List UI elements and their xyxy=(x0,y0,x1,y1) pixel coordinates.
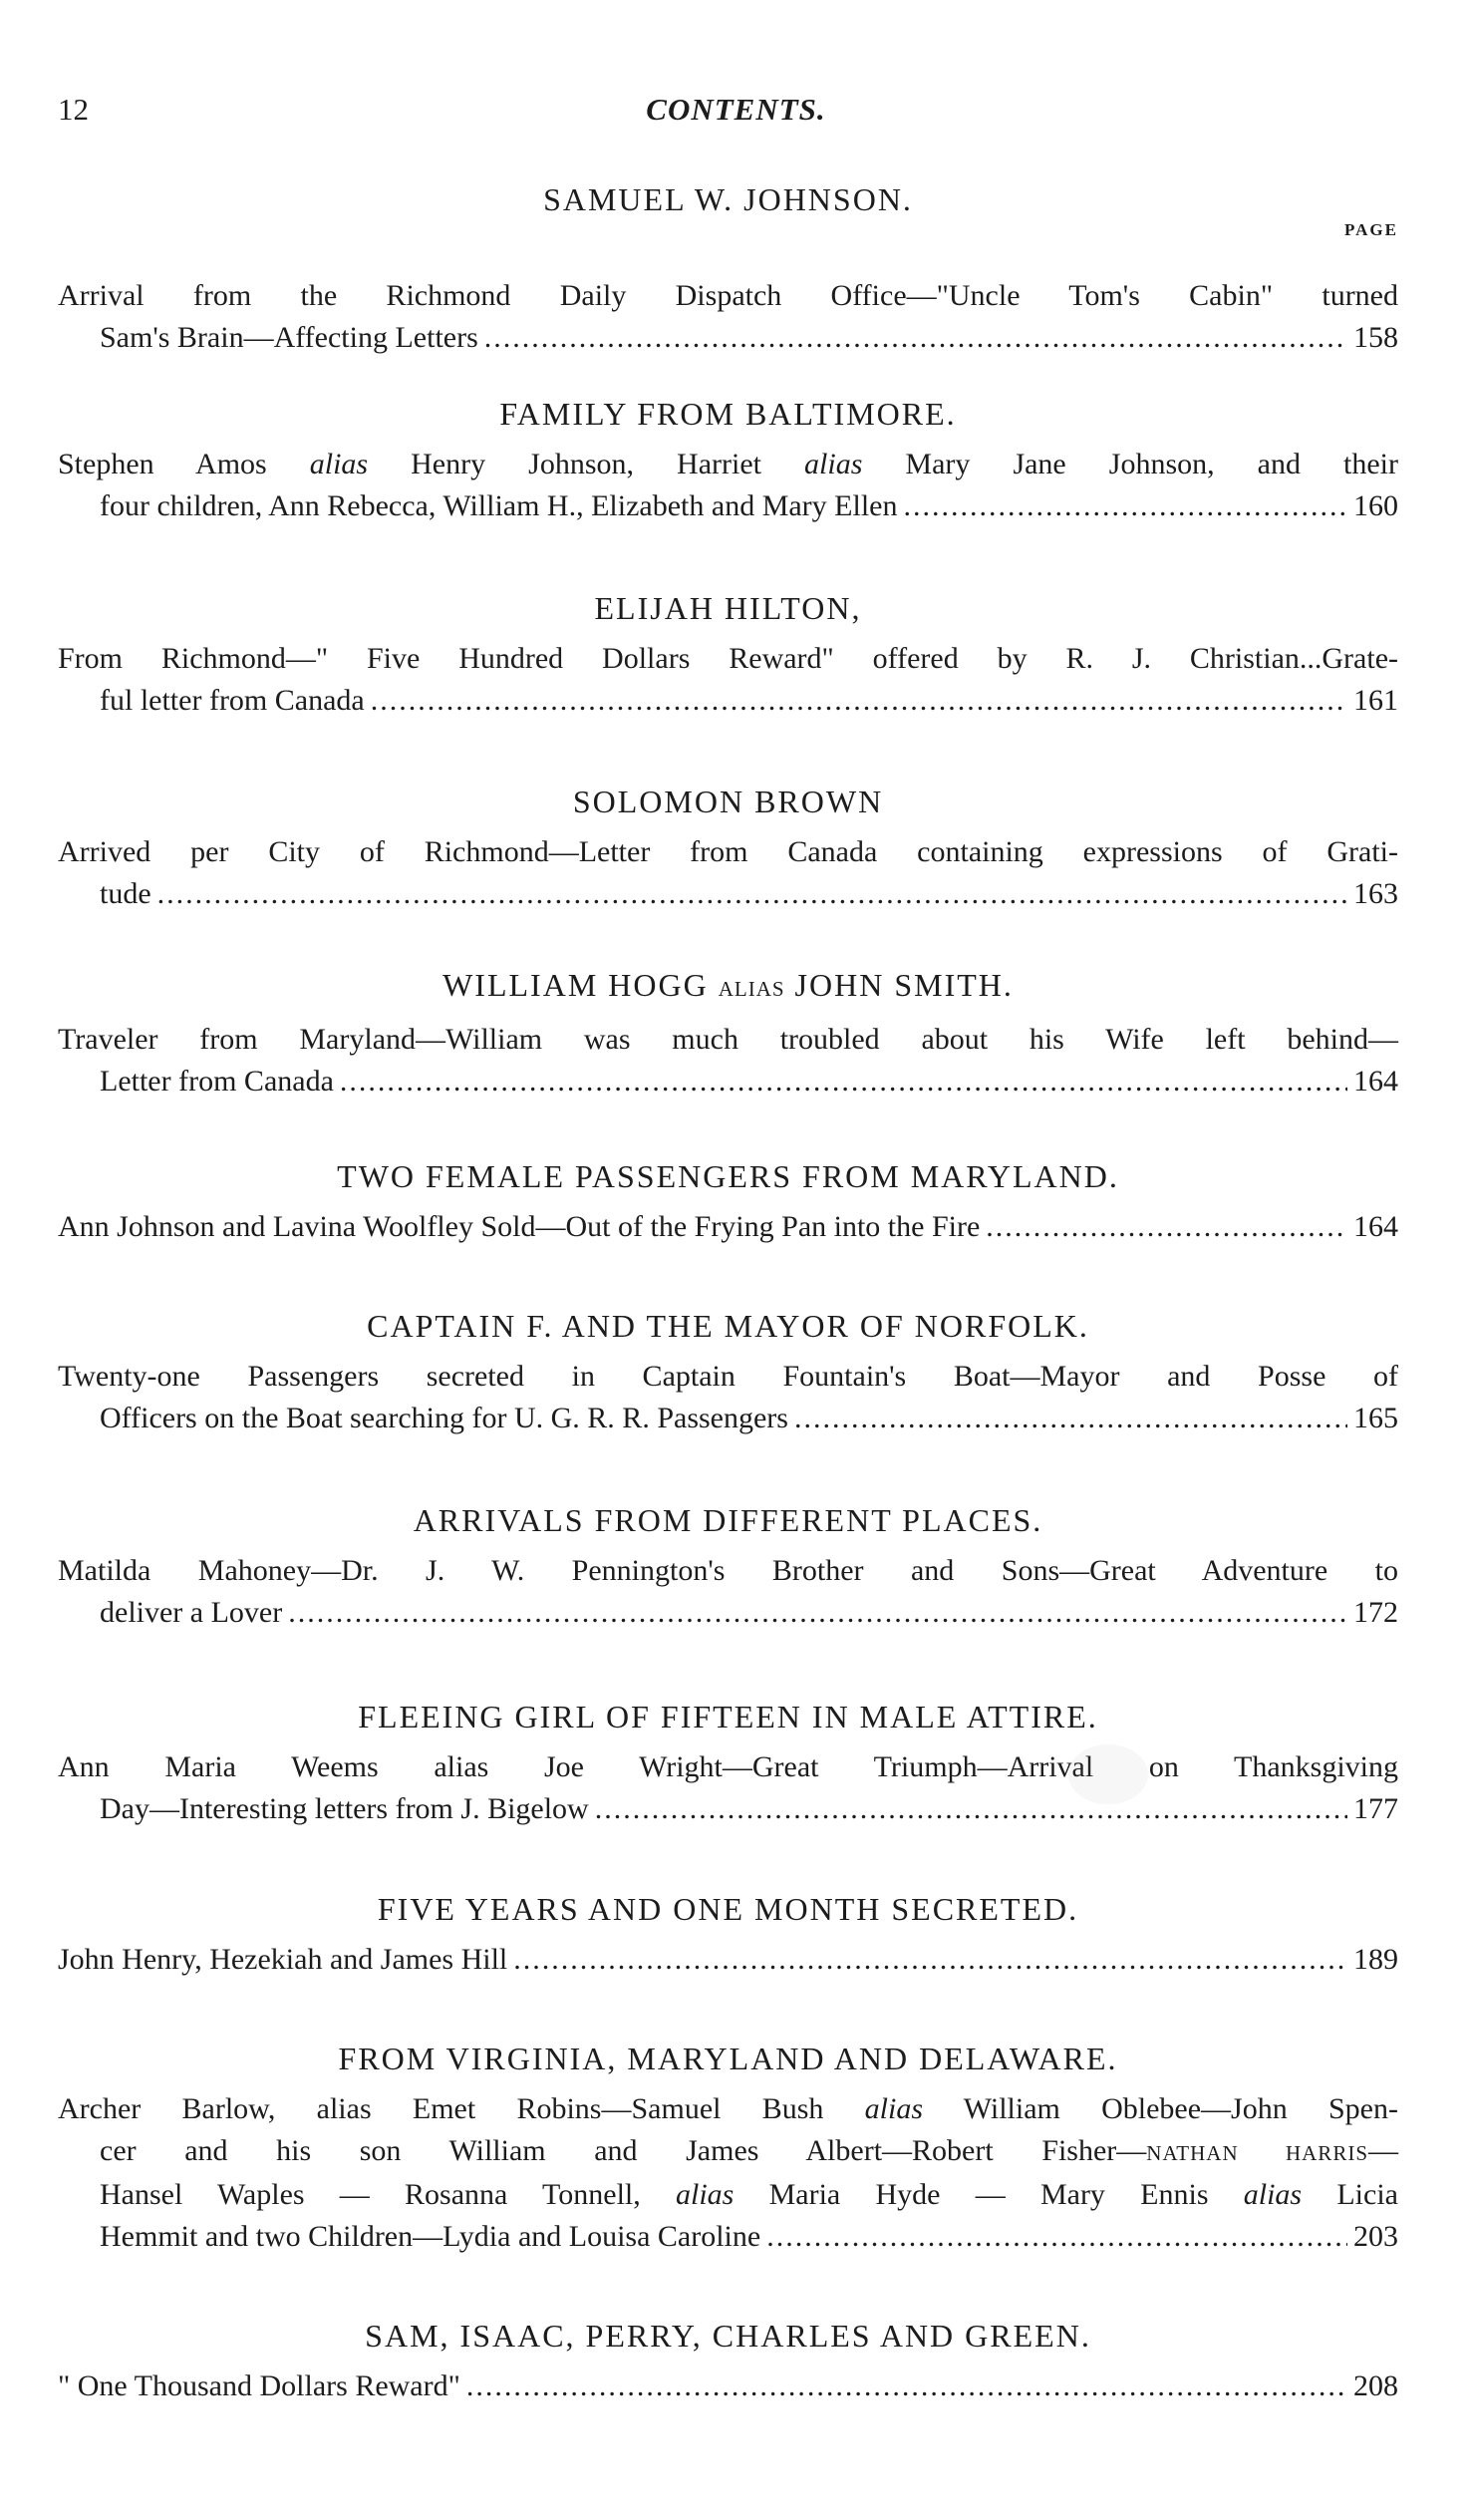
entry-last-line xyxy=(58,873,1398,915)
entry-text: ful letter from Canada xyxy=(100,684,365,717)
dot-leader xyxy=(513,1939,1347,1981)
toc-section xyxy=(58,1500,1398,1634)
section-heading: SAM, ISAAC, PERRY, CHARLES AND GREEN. xyxy=(365,2318,1091,2354)
entry-text: tude xyxy=(100,877,151,910)
toc-entry[interactable] xyxy=(58,1746,1398,1830)
entry-text: Officers on the Boat searching for U. G. R. R. Passengers xyxy=(100,1402,788,1434)
section-heading: ARRIVALS FROM DIFFERENT PLACES. xyxy=(413,1502,1043,1538)
entry-page-number: 165 xyxy=(1353,1402,1398,1434)
toc-entry[interactable] xyxy=(58,831,1398,915)
entry-last-line xyxy=(58,1592,1398,1634)
entry-page-number: 164 xyxy=(1353,1065,1398,1098)
section-heading: CAPTAIN F. AND THE MAYOR OF NORFOLK. xyxy=(367,1308,1089,1344)
section-heading: ELIJAH HILTON, xyxy=(594,590,862,626)
section-heading: SOLOMON BROWN xyxy=(572,784,884,819)
entry-text: Day—Interesting letters from J. Bigelow xyxy=(100,1792,589,1825)
page-number: 12 xyxy=(58,92,89,127)
dot-leader xyxy=(595,1788,1347,1830)
toc-section xyxy=(58,1889,1398,1981)
entry-last-line xyxy=(58,1788,1398,1830)
entry-line: Arrival from the Richmond Daily Dispatch Office—"Uncle Tom's Cabin" turned xyxy=(58,279,1398,312)
entry-last-line xyxy=(58,317,1398,359)
dot-leader xyxy=(466,2365,1347,2407)
toc-section xyxy=(58,2316,1398,2407)
toc-entry[interactable] xyxy=(58,1550,1398,1634)
entry-page-number: 161 xyxy=(1353,684,1398,717)
entry-page-number: 177 xyxy=(1353,1792,1398,1825)
entry-page-number: 163 xyxy=(1353,877,1398,910)
toc-section xyxy=(58,179,1398,359)
dot-leader xyxy=(340,1061,1347,1102)
entry-page-number: 203 xyxy=(1353,2220,1398,2253)
entry-line: cer and his son William and James Albert—Robert Fisher—NATHAN HARRIS— xyxy=(100,2134,1398,2167)
entry-text: John Henry, Hezekiah and James Hill xyxy=(58,1943,508,1976)
toc-entry[interactable] xyxy=(58,1206,1398,1248)
toc-entry[interactable] xyxy=(58,2365,1398,2407)
toc-section xyxy=(58,782,1398,915)
toc-entry[interactable] xyxy=(58,275,1398,359)
entry-last-line xyxy=(58,1206,1398,1248)
section-heading: FROM VIRGINIA, MARYLAND AND DELAWARE. xyxy=(338,2041,1118,2076)
dot-leader xyxy=(484,317,1347,359)
entry-last-line xyxy=(58,2216,1398,2258)
paper-stain xyxy=(1068,1744,1148,1804)
entry-line: Matilda Mahoney—Dr. J. W. Pennington's Brother and Sons—Great Adventure to xyxy=(58,1554,1398,1587)
entry-line: Arrived per City of Richmond—Letter from Canada containing expressions of Grati- xyxy=(58,835,1398,868)
entry-line: Ann Maria Weems alias Joe Wright—Great Triumph—Arrival on Thanksgiving xyxy=(58,1750,1398,1783)
entry-line: Hansel Waples — Rosanna Tonnell, alias Maria Hyde — Mary Ennis alias Licia xyxy=(100,2178,1398,2211)
entry-text: Hemmit and two Children—Lydia and Louisa Caroline xyxy=(100,2220,761,2253)
section-heading: WILLIAM HOGG ALIAS JOHN SMITH. xyxy=(442,967,1014,1003)
entry-page-number: 164 xyxy=(1353,1210,1398,1243)
entry-line: Twenty-one Passengers secreted in Captain Fountain's Boat—Mayor and Posse of xyxy=(58,1360,1398,1393)
dot-leader xyxy=(766,2216,1347,2258)
dot-leader xyxy=(903,485,1347,527)
entry-page-number: 208 xyxy=(1353,2369,1398,2402)
entry-text: Ann Johnson and Lavina Woolfley Sold—Out of the Frying Pan into the Fire xyxy=(58,1210,981,1243)
entry-last-line xyxy=(58,680,1398,722)
toc-entry[interactable] xyxy=(58,638,1398,722)
entry-line: Stephen Amos alias Henry Johnson, Harriet alias Mary Jane Johnson, and their xyxy=(58,448,1398,480)
entry-last-line xyxy=(58,2365,1398,2407)
toc-entry[interactable] xyxy=(58,444,1398,527)
dot-leader xyxy=(794,1398,1347,1439)
entry-page-number: 158 xyxy=(1353,321,1398,354)
toc-section xyxy=(58,2039,1398,2258)
entry-page-number: 160 xyxy=(1353,489,1398,522)
entry-page-number: 189 xyxy=(1353,1943,1398,1976)
section-heading: SAMUEL W. JOHNSON. xyxy=(543,181,913,217)
toc-section xyxy=(58,1306,1398,1439)
toc-section xyxy=(58,394,1398,527)
entry-text: Letter from Canada xyxy=(100,1065,334,1098)
toc-section xyxy=(58,1697,1398,1830)
dot-leader xyxy=(157,873,1347,915)
dot-leader xyxy=(986,1206,1347,1248)
toc-section xyxy=(58,588,1398,722)
toc-section xyxy=(58,965,1398,1102)
running-title: CONTENTS. xyxy=(646,92,826,127)
section-heading: FLEEING GIRL OF FIFTEEN IN MALE ATTIRE. xyxy=(358,1699,1098,1734)
entry-page-number: 172 xyxy=(1353,1596,1398,1629)
toc-entry[interactable] xyxy=(58,1939,1398,1981)
section-heading: TWO FEMALE PASSENGERS FROM MARYLAND. xyxy=(337,1158,1119,1194)
toc-entry[interactable] xyxy=(58,2088,1398,2258)
entry-last-line xyxy=(58,1939,1398,1981)
entry-line: Traveler from Maryland—William was much troubled about his Wife left behind— xyxy=(58,1023,1398,1056)
entry-text: " One Thousand Dollars Reward" xyxy=(58,2369,460,2402)
section-heading: FIVE YEARS AND ONE MONTH SECRETED. xyxy=(377,1891,1079,1927)
entry-text: deliver a Lover xyxy=(100,1596,283,1629)
toc-entry[interactable] xyxy=(58,1356,1398,1439)
page-column-label: PAGE xyxy=(1344,220,1398,239)
entry-last-line xyxy=(58,1398,1398,1439)
entry-text: Sam's Brain—Affecting Letters xyxy=(100,321,478,354)
toc-section xyxy=(58,1156,1398,1248)
entry-line: From Richmond—" Five Hundred Dollars Reward" offered by R. J. Christian...Grate- xyxy=(58,642,1398,675)
dot-leader xyxy=(371,680,1347,722)
dot-leader xyxy=(288,1592,1347,1634)
section-heading: FAMILY FROM BALTIMORE. xyxy=(499,396,957,432)
entry-text: four children, Ann Rebecca, William H., Elizabeth and Mary Ellen xyxy=(100,489,898,522)
entry-last-line xyxy=(58,485,1398,527)
entry-last-line xyxy=(58,1061,1398,1102)
toc-entry[interactable] xyxy=(58,1019,1398,1102)
entry-line: Archer Barlow, alias Emet Robins—Samuel Bush alias William Oblebee—John Spen- xyxy=(58,2092,1398,2125)
